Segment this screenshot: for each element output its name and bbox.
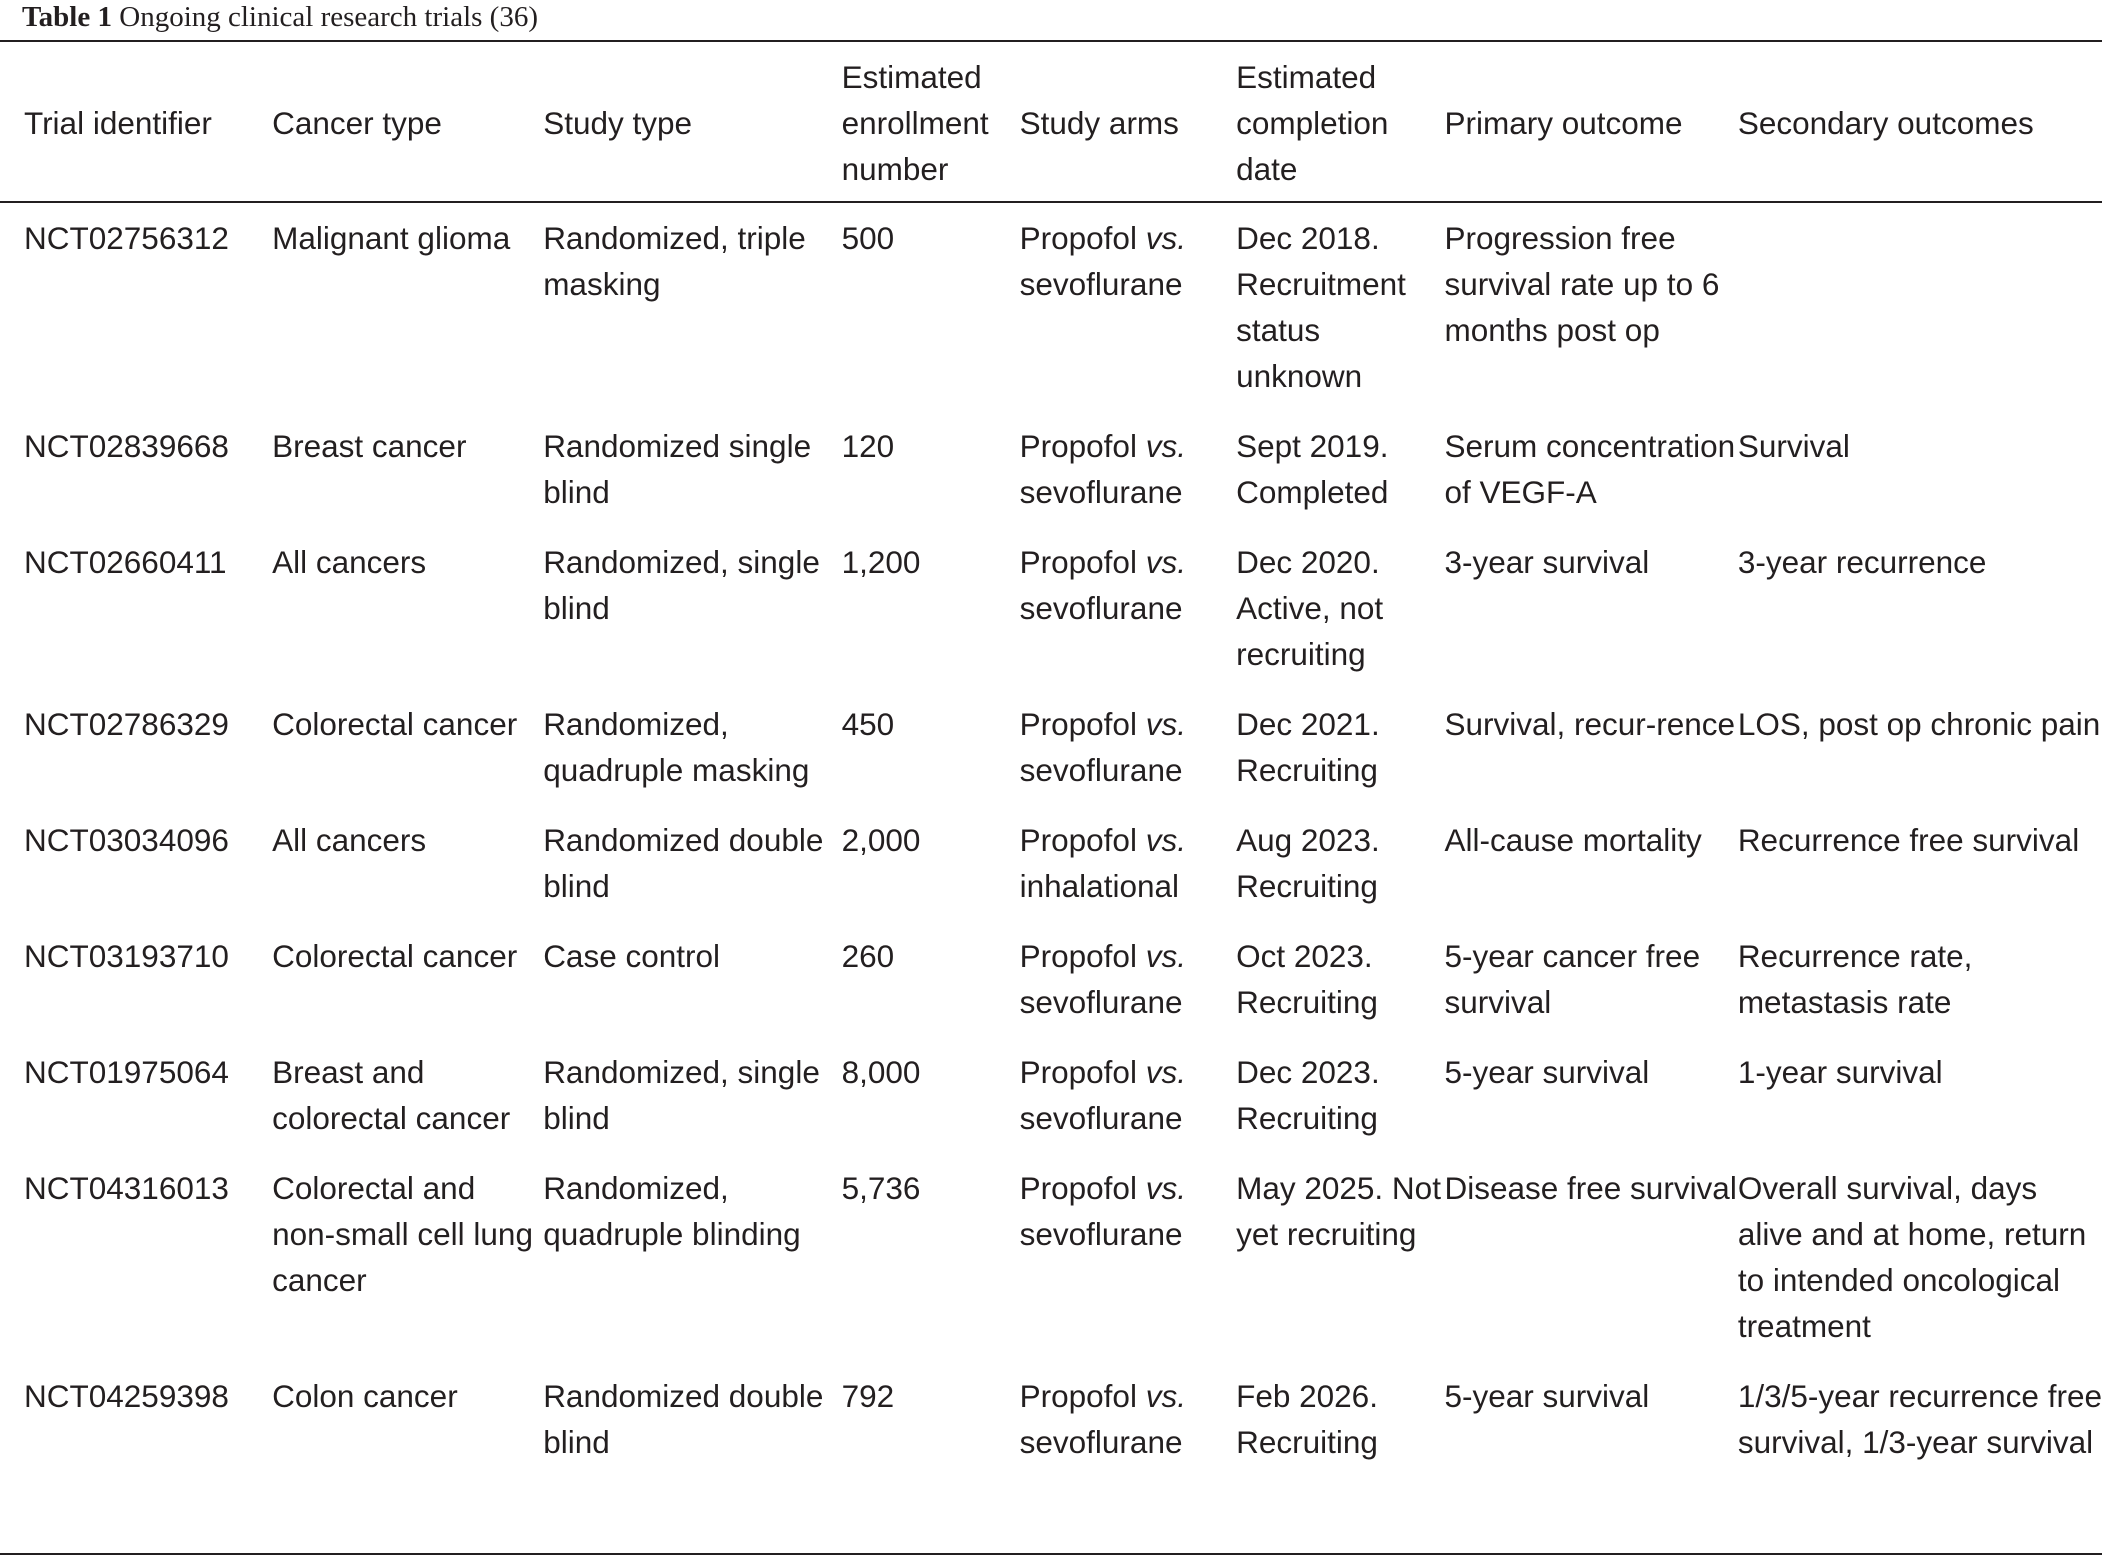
table-row <box>0 1359 2102 1475</box>
header-study-arms: Study arms <box>1019 104 1179 141</box>
table-row <box>0 687 2102 803</box>
cell-cancer-type: Colorectal and non-small cell lung cancer <box>272 1170 533 1298</box>
cell-secondary-outcomes <box>1738 201 2102 409</box>
arm-a: Propofol <box>1019 1378 1137 1414</box>
header-estimated-enrollment: Estimated enrollment number <box>841 58 989 187</box>
table-row <box>0 1035 2102 1151</box>
cell-enrollment: 120 <box>841 428 895 464</box>
arm-vs: vs. <box>1145 938 1186 974</box>
cell-study-type: Case control <box>543 938 721 974</box>
cell-trial-identifier: NCT01975064 <box>24 1054 229 1090</box>
table-row <box>0 919 2102 1035</box>
cell-primary-outcome: 5-year survival <box>1444 1054 1650 1090</box>
arm-a: Propofol <box>1019 706 1137 742</box>
arm-vs: vs. <box>1145 544 1186 580</box>
cell-study-type: Randomized double blind <box>543 1378 824 1460</box>
cell-trial-identifier: NCT04316013 <box>24 1170 229 1206</box>
cell-study-arms <box>1020 687 1236 803</box>
arm-vs: vs. <box>1145 822 1186 858</box>
table-row <box>0 409 2102 525</box>
bottom-rule <box>0 1553 2102 1555</box>
cell-study-arms <box>1020 803 1236 919</box>
table-header <box>0 42 2102 201</box>
table-caption-text: Ongoing clinical research trials (36) <box>119 1 538 33</box>
arm-b: sevoflurane <box>1019 590 1183 626</box>
cell-study-type: Randomized single blind <box>543 428 812 510</box>
cell-secondary-outcomes: Recurrence rate, metastasis rate <box>1737 938 1973 1020</box>
cell-study-arms <box>1020 1035 1236 1151</box>
cell-enrollment: 500 <box>841 220 895 256</box>
cell-cancer-type: Colorectal cancer <box>272 706 518 742</box>
cell-cancer-type: Colon cancer <box>272 1378 458 1414</box>
cell-primary-outcome: 3-year survival <box>1444 544 1650 580</box>
cell-trial-identifier: NCT02786329 <box>24 706 229 742</box>
header-cancer-type: Cancer type <box>272 104 442 141</box>
arm-a: Propofol <box>1019 822 1137 858</box>
cell-completion-date: Oct 2023. Recruiting <box>1236 938 1378 1020</box>
cell-secondary-outcomes: 3-year recurrence <box>1737 544 1987 580</box>
cell-cancer-type: All cancers <box>272 544 427 580</box>
cell-study-type: Randomized double blind <box>543 822 824 904</box>
arm-b: sevoflurane <box>1019 1100 1183 1136</box>
cell-trial-identifier: NCT02756312 <box>24 220 229 256</box>
arm-a: Propofol <box>1019 428 1137 464</box>
cell-study-type: Randomized, triple masking <box>543 220 806 302</box>
cell-cancer-type: Malignant glioma <box>272 220 511 256</box>
cell-study-type: Randomized, single blind <box>543 544 820 626</box>
arm-b: sevoflurane <box>1019 984 1183 1020</box>
arm-a: Propofol <box>1019 938 1137 974</box>
cell-secondary-outcomes: Overall survival, days alive and at home, return to intended oncological treatment <box>1737 1170 2087 1344</box>
cell-secondary-outcomes: 1-year survival <box>1737 1054 1943 1090</box>
table-row <box>0 525 2102 687</box>
arm-b: sevoflurane <box>1019 266 1183 302</box>
cell-study-type: Randomized, quadruple masking <box>543 706 810 788</box>
cell-cancer-type: Colorectal cancer <box>272 938 518 974</box>
arm-b: sevoflurane <box>1019 474 1183 510</box>
table-caption-label: Table 1 <box>22 1 112 33</box>
table-body <box>0 201 2102 1475</box>
header-study-type: Study type <box>543 104 693 141</box>
arm-vs: vs. <box>1145 1054 1186 1090</box>
arm-b: sevoflurane <box>1019 1216 1183 1252</box>
cell-cancer-type: Breast and colorectal cancer <box>272 1054 511 1136</box>
table-row <box>0 201 2102 409</box>
header-primary-outcome: Primary outcome <box>1444 104 1683 141</box>
cell-enrollment: 2,000 <box>841 822 921 858</box>
cell-primary-outcome: 5-year cancer free survival <box>1444 938 1701 1020</box>
cell-trial-identifier: NCT02660411 <box>24 544 227 580</box>
cell-trial-identifier: NCT03193710 <box>24 938 229 974</box>
cell-enrollment: 1,200 <box>841 544 921 580</box>
arm-vs: vs. <box>1145 706 1186 742</box>
arm-vs: vs. <box>1145 428 1186 464</box>
cell-study-arms <box>1020 525 1236 687</box>
cell-primary-outcome: Survival, recur-rence <box>1444 706 1736 742</box>
cell-study-arms <box>1020 919 1236 1035</box>
arm-vs: vs. <box>1145 220 1186 256</box>
cell-study-type: Randomized, quadruple blinding <box>543 1170 801 1252</box>
cell-completion-date: Feb 2026. Recruiting <box>1236 1378 1378 1460</box>
cell-completion-date: Aug 2023. Recruiting <box>1236 822 1380 904</box>
cell-completion-date: Dec 2018. Recruitment status unknown <box>1236 220 1406 394</box>
header-row <box>0 42 2102 201</box>
cell-study-arms <box>1020 1359 1236 1475</box>
header-secondary-outcomes: Secondary outcomes <box>1737 104 2034 141</box>
cell-completion-date: Dec 2021. Recruiting <box>1236 706 1380 788</box>
header-trial-identifier: Trial identifier <box>24 104 212 141</box>
arm-a: Propofol <box>1019 1170 1137 1206</box>
arm-vs: vs. <box>1145 1378 1186 1414</box>
arm-a: Propofol <box>1019 1054 1137 1090</box>
arm-b: inhalational <box>1019 868 1180 904</box>
arm-b: sevoflurane <box>1019 752 1183 788</box>
cell-enrollment: 260 <box>841 938 895 974</box>
cell-primary-outcome: Progression free survival rate up to 6 months post op <box>1444 220 1720 348</box>
cell-study-arms <box>1020 201 1236 409</box>
cell-cancer-type: Breast cancer <box>272 428 467 464</box>
cell-enrollment: 8,000 <box>841 1054 921 1090</box>
table-row <box>0 803 2102 919</box>
cell-trial-identifier: NCT02839668 <box>24 428 229 464</box>
table-row <box>0 1151 2102 1359</box>
table-caption <box>22 0 538 38</box>
cell-secondary-outcomes: 1/3/5-year recurrence free survival, 1/3-year survival <box>1737 1378 2102 1460</box>
arm-vs: vs. <box>1145 1170 1186 1206</box>
cell-completion-date: May 2025. Not yet recruiting <box>1236 1170 1441 1252</box>
cell-study-arms <box>1020 409 1236 525</box>
cell-cancer-type: All cancers <box>272 822 427 858</box>
cell-trial-identifier: NCT03034096 <box>24 822 229 858</box>
arm-b: sevoflurane <box>1019 1424 1183 1460</box>
cell-primary-outcome: 5-year survival <box>1444 1378 1650 1414</box>
cell-primary-outcome: Serum concentration of VEGF-A <box>1444 428 1736 510</box>
cell-primary-outcome: Disease free survival <box>1444 1170 1737 1206</box>
cell-completion-date: Dec 2023. Recruiting <box>1236 1054 1380 1136</box>
cell-completion-date: Dec 2020. Active, not recruiting <box>1236 544 1384 672</box>
cell-enrollment: 5,736 <box>841 1170 921 1206</box>
cell-study-type: Randomized, single blind <box>543 1054 820 1136</box>
cell-secondary-outcomes: Recurrence free survival <box>1737 822 2080 858</box>
cell-secondary-outcomes: LOS, post op chronic pain <box>1737 706 2101 742</box>
cell-trial-identifier: NCT04259398 <box>24 1378 229 1414</box>
cell-study-arms <box>1020 1151 1236 1359</box>
cell-secondary-outcomes: Survival <box>1737 428 1850 464</box>
trials-table <box>0 42 2102 1475</box>
arm-a: Propofol <box>1019 544 1137 580</box>
cell-primary-outcome: All-cause mortality <box>1444 822 1702 858</box>
header-estimated-completion: Estimated completion date <box>1236 58 1389 187</box>
cell-completion-date: Sept 2019. Completed <box>1236 428 1389 510</box>
cell-enrollment: 792 <box>841 1378 895 1414</box>
arm-a: Propofol <box>1019 220 1137 256</box>
cell-enrollment: 450 <box>841 706 895 742</box>
